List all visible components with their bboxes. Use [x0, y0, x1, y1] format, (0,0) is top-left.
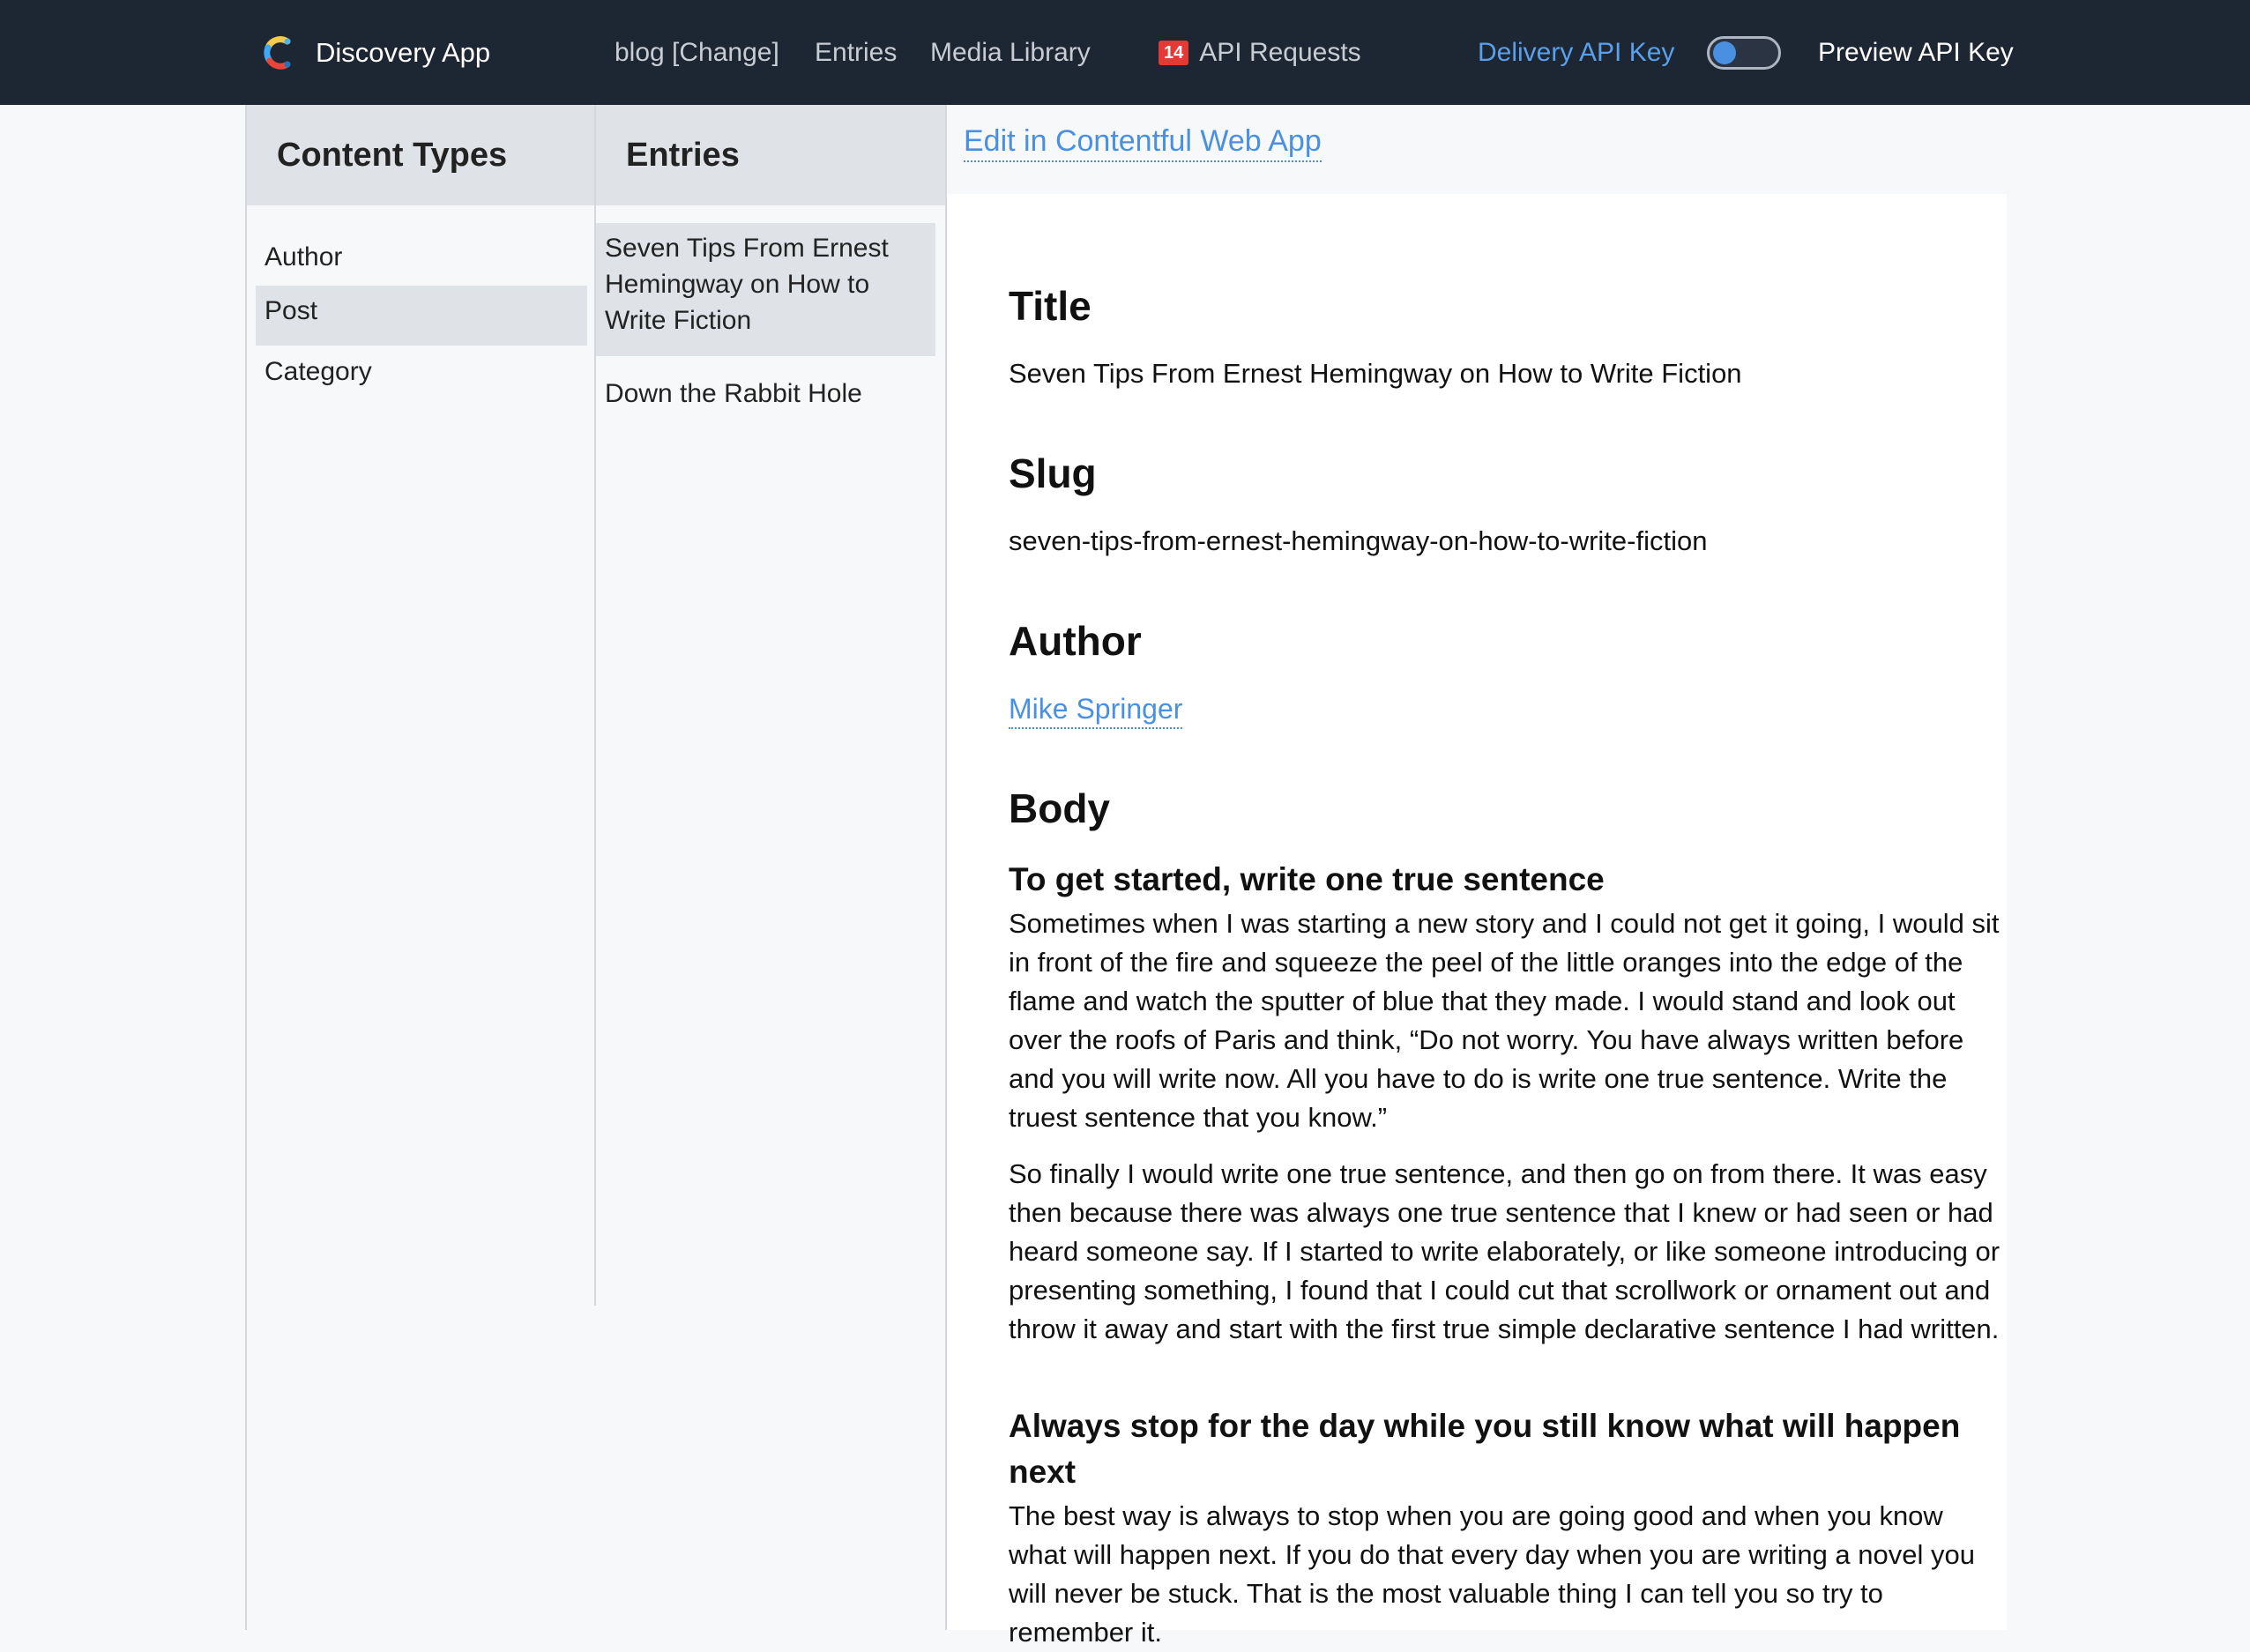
- column-divider: [245, 1306, 247, 1630]
- delivery-api-key-label[interactable]: Delivery API Key: [1478, 37, 1675, 67]
- body-paragraph: Sometimes when I was starting a new story and I could not get it going, I would sit in front of the fire and squeeze the peel of the little oranges into the edge of the flame and watch the sputter of blue that they made. I would stand and look out over the roofs of Paris and think, “Do not worry. You have always written before and you will write now. All you have to do is write one true sentence. Write the truest sentence that you know.”: [1009, 908, 2000, 1133]
- slug-field-label: Slug: [1009, 450, 1097, 496]
- author-field-label: Author: [1009, 618, 1142, 664]
- content-types-column: [245, 205, 596, 1306]
- space-switcher-link[interactable]: blog [Change]: [615, 37, 779, 67]
- entries-column: [596, 205, 947, 1306]
- body-paragraph: So finally I would write one true sentence, and then go on from there. It was easy then because there was always one true sentence that I knew or had seen or had heard someone say. If I started to write elaborately, or like someone introducing or presenting something, I found that I could cut that scrollwork or ornament out and throw it away and start with the first true simple declarative sentence I had written.: [1009, 1158, 2000, 1344]
- edit-in-web-app-link[interactable]: Edit in Contentful Web App: [964, 122, 1322, 162]
- preview-api-key-label[interactable]: Preview API Key: [1818, 37, 2014, 67]
- body-field-label: Body: [1009, 785, 1110, 831]
- content-types-header: [245, 105, 596, 205]
- entry-item[interactable]: Seven Tips From Ernest Hemingway on How to Write Fiction: [596, 223, 935, 356]
- author-link[interactable]: Mike Springer: [1009, 690, 1182, 729]
- content-type-author[interactable]: Author: [264, 242, 343, 272]
- toggle-knob: [1713, 41, 1736, 64]
- entries-header: [596, 105, 947, 205]
- api-requests-count-badge: 14: [1159, 41, 1188, 65]
- entries-title: Entries: [626, 136, 740, 174]
- title-field-label: Title: [1009, 283, 1091, 329]
- brand-name: Discovery App: [316, 36, 491, 68]
- api-requests-label: API Requests: [1199, 37, 1361, 67]
- brand-link[interactable]: [261, 0, 490, 105]
- contentful-logo-icon: [261, 34, 298, 71]
- body-subheading: To get started, write one true sentence: [1009, 861, 1605, 897]
- content-type-post[interactable]: Post: [256, 286, 587, 346]
- entry-item[interactable]: Down the Rabbit Hole: [605, 379, 862, 408]
- title-field-value: Seven Tips From Ernest Hemingway on How to Write Fiction: [1009, 358, 1742, 389]
- slug-field-value: seven-tips-from-ernest-hemingway-on-how-to-write-fiction: [1009, 525, 1708, 556]
- nav-media-library-link[interactable]: Media Library: [930, 37, 1091, 67]
- api-key-toggle[interactable]: [1707, 36, 1781, 70]
- nav-api-requests-link[interactable]: [1159, 0, 1361, 105]
- entry-detail-panel: [947, 194, 2007, 1648]
- body-paragraph: The best way is always to stop when you are going good and when you know what will happen next. If you do that every day when you are writing a novel you will never be stuck. That is the most valuable thing I can tell you so try to remember it.: [1009, 1500, 1975, 1648]
- content-type-category[interactable]: Category: [264, 357, 372, 386]
- top-navbar: [0, 0, 2250, 105]
- body-subheading: Always stop for the day while you still know what will happen next: [1009, 1408, 1961, 1490]
- nav-entries-link[interactable]: Entries: [815, 37, 898, 67]
- content-types-title: Content Types: [277, 136, 508, 174]
